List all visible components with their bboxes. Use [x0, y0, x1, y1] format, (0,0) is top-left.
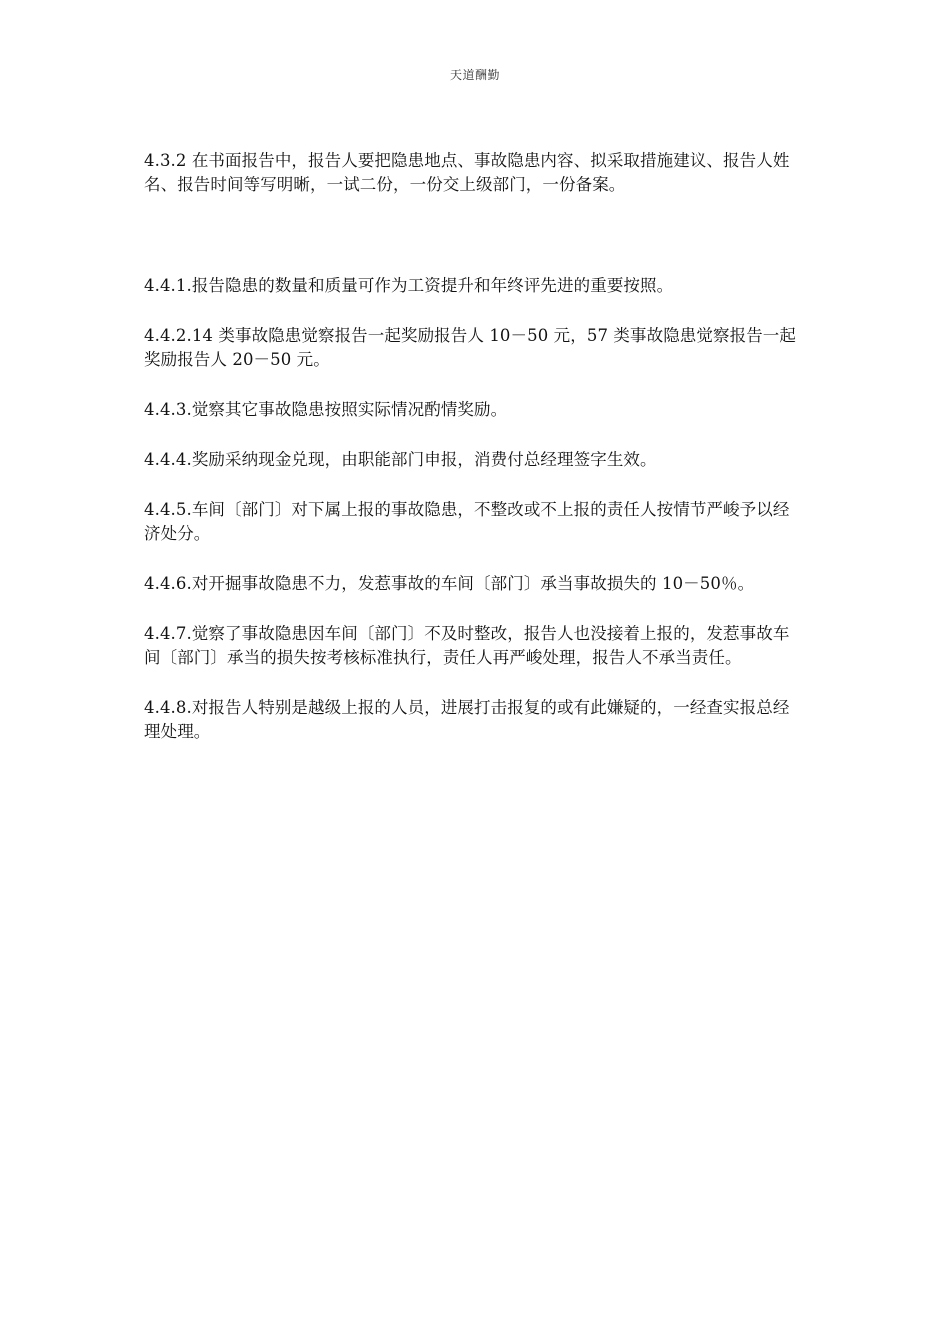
- paragraph-4-4-5: 4.4.5.车间〔部门〕对下属上报的事故隐患，不整改或不上报的责任人按情节严峻予以经济处分。: [144, 500, 790, 543]
- paragraph-4-4-3: 4.4.3.觉察其它事故隐患按照实际情况酌情奖励。: [144, 400, 508, 419]
- paragraph-4-4-4: 4.4.4.奖励采纳现金兑现，由职能部门申报，消费付总经理签字生效。: [144, 450, 657, 469]
- paragraph-4-3-2: 4.3.2 在书面报告中，报告人要把隐患地点、事故隐患内容、拟采取措施建议、报告人姓名、报告时间等写明晰，一试二份，一份交上级部门，一份备案。: [144, 151, 790, 194]
- page-header: 天道酬勤: [449, 68, 500, 82]
- paragraph-4-4-6: 4.4.6.对开掘事故隐患不力，发惹事故的车间〔部门〕承当事故损失的 10－50％。: [144, 574, 755, 593]
- paragraph-4-4-1: 4.4.1.报告隐患的数量和质量可作为工资提升和年终评先进的重要按照。: [144, 276, 674, 295]
- paragraph-4-4-8: 4.4.8.对报告人特别是越级上报的人员，进展打击报复的或有此嫌疑的，一经查实报总经理处理。: [144, 698, 790, 741]
- paragraph-4-4-7: 4.4.7.觉察了事故隐患因车间〔部门〕不及时整改，报告人也没接着上报的，发惹事故车间〔部门〕承当的损失按考核标准执行，责任人再严峻处理，报告人不承当责任。: [144, 624, 790, 667]
- paragraph-4-4-2: 4.4.2.14 类事故隐患觉察报告一起奖励报告人 10－50 元，57 类事故隐患觉察报告一起奖励报告人 20－50 元。: [144, 326, 796, 369]
- section-4-4: [144, 274, 806, 770]
- section-4-3: [144, 149, 806, 223]
